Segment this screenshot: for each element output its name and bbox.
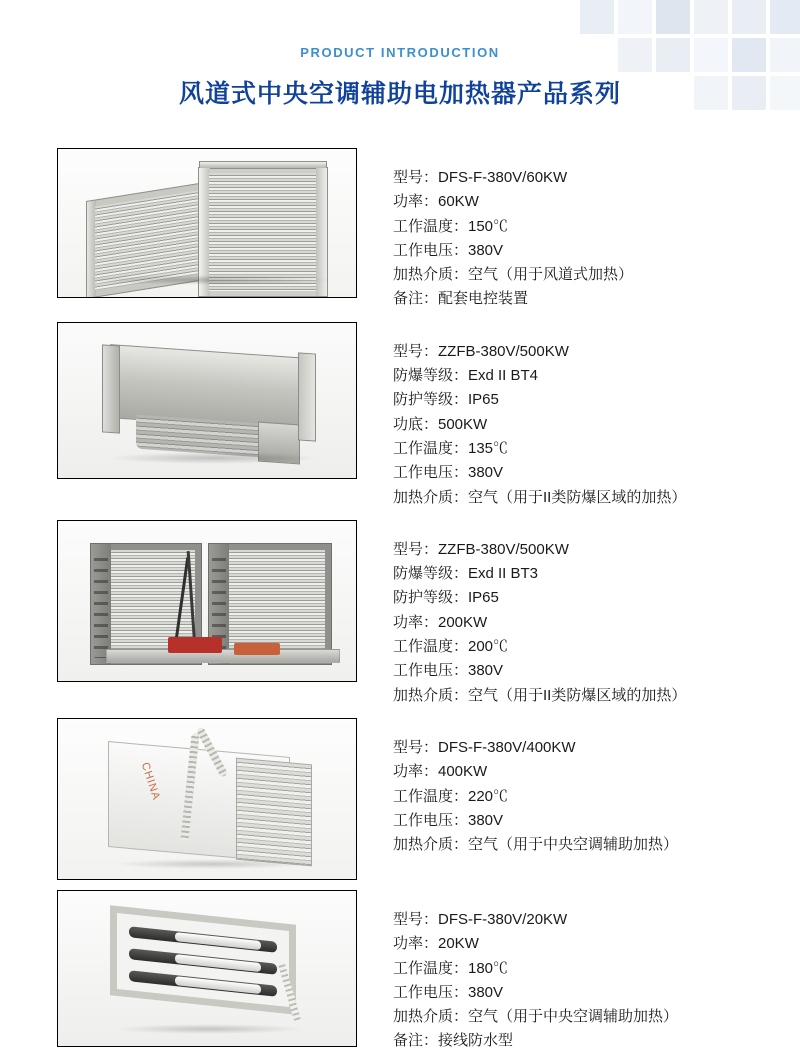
product-specs (393, 890, 800, 1054)
spec-line: 加热介质：空气（用于风道式加热） (393, 266, 634, 284)
spec-line: 型号：DFS-F-380V/20KW (393, 910, 568, 928)
spec-line: 功底：500KW (393, 415, 488, 433)
spec-line: 工作温度：220℃ (393, 787, 509, 805)
product-photo-wrap (57, 718, 357, 880)
product-photo-wrap (57, 890, 357, 1047)
spec-line: 加热介质：空气（用于中央空调辅助加热） (393, 1008, 679, 1026)
spec-line: 工作温度：180℃ (393, 959, 509, 977)
product-specs (393, 148, 800, 312)
duct-heater-60kw-photo (57, 148, 357, 298)
explosion-proof-panel-heater-200kw-photo (57, 520, 357, 682)
spec-line: 加热介质：空气（用于II类防爆区域的加热） (393, 686, 687, 704)
product-row (0, 718, 800, 880)
product-photo-wrap (57, 520, 357, 682)
spec-line: 防爆等级：Exd II BT4 (393, 367, 539, 385)
product-row (0, 520, 800, 708)
product-specs (393, 520, 800, 708)
spec-line: 型号：DFS-F-380V/60KW (393, 169, 568, 186)
page-title: 风道式中央空调辅助电加热器产品系列 (178, 80, 621, 108)
spec-line: 工作电压：380V (393, 464, 504, 482)
spec-line: 型号：ZZFB-380V/500KW (393, 342, 569, 360)
product-row (0, 890, 800, 1054)
product-list (0, 148, 800, 1064)
spec-line: 加热介质：空气（用于II类防爆区域的加热） (393, 488, 687, 506)
spec-line: 防护等级：IP65 (393, 589, 499, 607)
spec-line: 工作电压：380V (393, 811, 504, 829)
spec-line: 功率：20KW (393, 935, 479, 953)
spec-line: 工作电压：380V (393, 983, 504, 1001)
spec-line: 工作温度：135℃ (393, 439, 509, 457)
explosion-proof-duct-heater-500kw-photo (57, 322, 357, 479)
spec-line: 型号：DFS-F-380V/400KW (393, 738, 576, 756)
product-row (0, 148, 800, 312)
product-specs (393, 718, 800, 857)
spec-line: 功率：60KW (393, 193, 479, 211)
spec-line: 加热介质：空气（用于中央空调辅助加热） (393, 836, 679, 854)
page-header (0, 45, 800, 110)
product-photo-wrap (57, 322, 357, 479)
spec-line: 防爆等级：Exd II BT3 (393, 565, 539, 583)
product-row (0, 322, 800, 510)
spec-line: 工作温度：150℃ (393, 217, 509, 235)
spec-line: 防护等级：IP65 (393, 391, 499, 409)
spec-line: 工作温度：200℃ (393, 638, 509, 656)
central-ac-auxiliary-heater-20kw-photo (57, 890, 357, 1047)
eyebrow-text: PRODUCT INTRODUCTION (300, 45, 500, 60)
spec-line: 型号：ZZFB-380V/500KW (393, 540, 569, 558)
product-photo-wrap (57, 148, 357, 298)
central-ac-auxiliary-heater-400kw-photo: CHINA (57, 718, 357, 880)
spec-line: 功率：400KW (393, 763, 488, 781)
spec-line: 备注：配套电控装置 (393, 290, 529, 308)
spec-line: 备注：接线防水型 (393, 1032, 514, 1050)
spec-line: 工作电压：380V (393, 241, 504, 259)
spec-line: 工作电压：380V (393, 662, 504, 680)
product-specs (393, 322, 800, 510)
spec-line: 功率：200KW (393, 613, 488, 631)
